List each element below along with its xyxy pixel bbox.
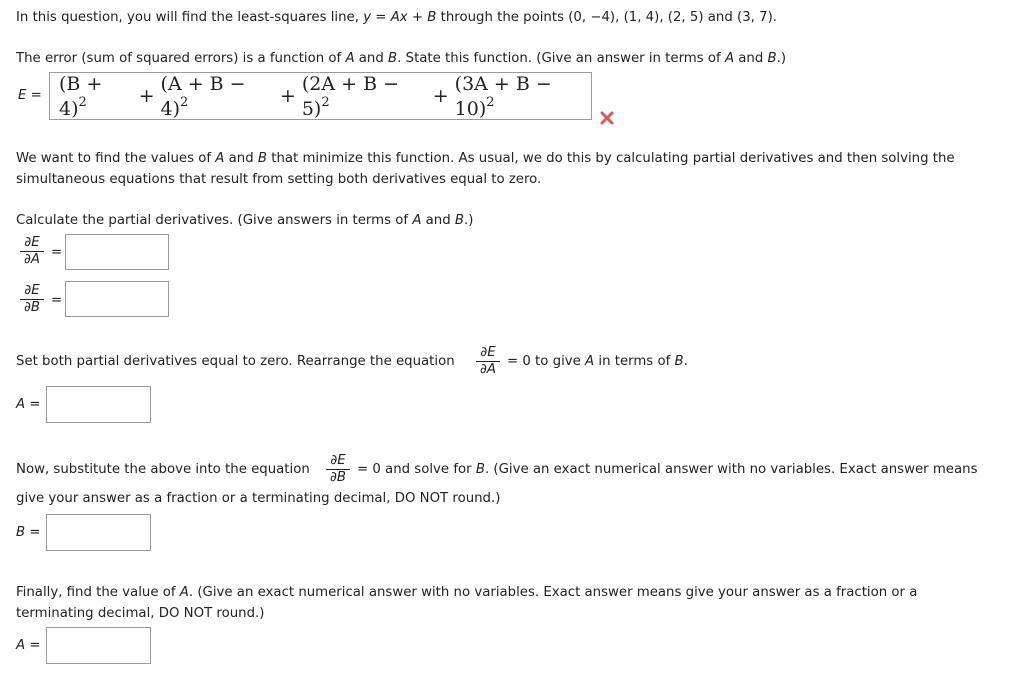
step-a-label: A =: [16, 397, 41, 412]
error-prompt: The error (sum of squared errors) is a function of A and B. State this function. (Give an answer in terms of A and B.): [16, 51, 787, 66]
b-value-input[interactable]: [46, 514, 151, 551]
error-answer-field[interactable]: $(B + 4)^2$ + $(A + B - 4)^2$ + $(2A + B - 5)^2$ + $(3A + B - 10)^2$: [49, 72, 592, 120]
error-term-2: $(A + B - 4)^2$: [160, 72, 246, 120]
step-a-fraction: ∂E ∂A: [476, 346, 500, 377]
error-term-3: $(2A + B - 5)^2$: [301, 72, 399, 120]
step-b-text-3: give your answer as a fraction or a terminating decimal, DO NOT round.): [16, 491, 501, 506]
step-a-text-2: = 0 to give A in terms of B.: [507, 354, 688, 369]
step-b-fraction: ∂E ∂B: [326, 454, 350, 485]
a-in-terms-of-b-input[interactable]: [46, 386, 151, 423]
final-step-text: Finally, find the value of A. (Give an exact numerical answer with no variables. Exact answer means give your answer as a fraction or a terminating decimal, DO NOT round.): [16, 585, 918, 621]
step-a-text-1: Set both partial derivatives equal to zero. Rearrange the equation: [16, 354, 455, 369]
step-b-label: B =: [16, 525, 41, 540]
dE-dA-equals: =: [51, 245, 63, 260]
step-b-text-1: Now, substitute the above into the equation: [16, 462, 310, 477]
step-b-text-2: = 0 and solve for B. (Give an exact numerical answer with no variables. Exact answer means: [357, 462, 978, 477]
intro-text: In this question, you will find the least-squares line, y = Ax + B through the points (0, −4), (1, 4), (2, 5) and (3, 7).: [16, 10, 777, 25]
dE-dB-fraction: ∂E ∂B: [20, 284, 44, 315]
dE-dB-input[interactable]: [65, 281, 169, 317]
x-mark-icon: [600, 111, 614, 125]
error-term-4: $(3A + B - 10)^2$: [454, 72, 552, 120]
final-a-label: A =: [16, 638, 41, 653]
minimize-text: We want to find the values of A and B that minimize this function. As usual, we do this by calculating partial derivatives and then solving the simultaneous equations that result from setting both derivatives equal to zero.: [16, 151, 955, 187]
partials-prompt: Calculate the partial derivatives. (Give answers in terms of A and B.): [16, 213, 474, 228]
error-label: E =: [18, 88, 42, 103]
a-value-input[interactable]: [46, 627, 151, 664]
dE-dA-input[interactable]: [65, 234, 169, 270]
dE-dA-fraction: ∂E ∂A: [20, 236, 44, 267]
dE-dB-equals: =: [51, 293, 63, 308]
error-term-1: $(B + 4)^2$: [59, 72, 103, 120]
